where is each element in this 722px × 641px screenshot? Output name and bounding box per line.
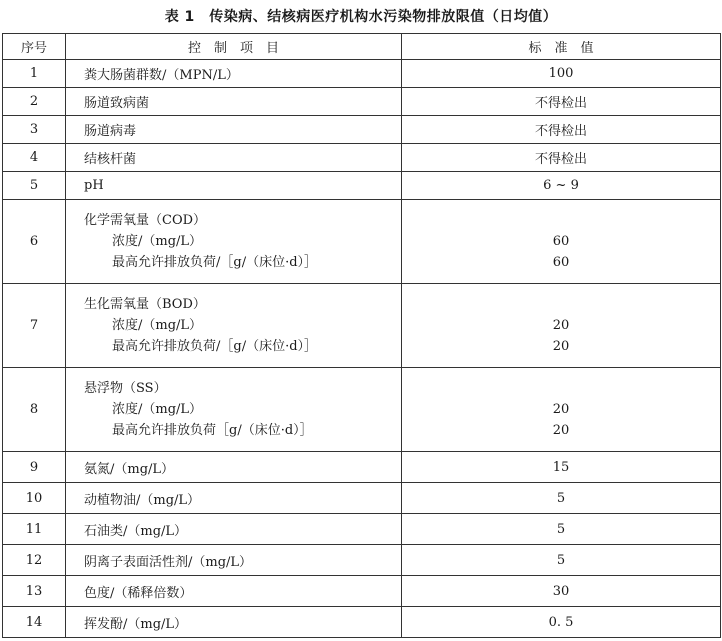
row-value-group bbox=[402, 200, 721, 284]
row-value: 20 bbox=[552, 318, 570, 333]
table-row bbox=[3, 483, 721, 514]
row-no: 11 bbox=[3, 514, 66, 545]
row-value: 5 bbox=[402, 483, 721, 514]
row-no: 8 bbox=[3, 368, 66, 452]
row-item-group bbox=[66, 284, 402, 368]
row-no: 7 bbox=[3, 284, 66, 368]
emission-limits-table bbox=[2, 33, 721, 638]
row-value: 60 bbox=[552, 255, 570, 270]
row-item-group bbox=[66, 368, 402, 452]
table-row bbox=[3, 514, 721, 545]
row-item-group bbox=[66, 200, 402, 284]
header-no: 序号 bbox=[3, 34, 66, 60]
row-value: 20 bbox=[552, 423, 570, 438]
row-item: 生化需氧量（BOD） bbox=[84, 297, 206, 312]
row-item: 石油类/（mg/L） bbox=[66, 514, 402, 545]
row-no: 10 bbox=[3, 483, 66, 514]
row-item: 肠道病毒 bbox=[66, 116, 402, 144]
row-no: 14 bbox=[3, 607, 66, 638]
row-no: 1 bbox=[3, 60, 66, 88]
header-value: 标 准 值 bbox=[402, 34, 721, 60]
table-title: 表 1 传染病、结核病医疗机构水污染物排放限值（日均值） bbox=[164, 9, 558, 25]
row-item: pH bbox=[66, 172, 402, 200]
table-row bbox=[3, 200, 721, 284]
row-no: 9 bbox=[3, 452, 66, 483]
row-sub-item: 最高允许排放负荷/［g/（床位·d）］ bbox=[112, 339, 318, 354]
row-no: 6 bbox=[3, 200, 66, 284]
row-value: 5 bbox=[402, 514, 721, 545]
row-value: 15 bbox=[402, 452, 721, 483]
row-value: 30 bbox=[402, 576, 721, 607]
row-no: 3 bbox=[3, 116, 66, 144]
row-item: 色度/（稀释倍数） bbox=[66, 576, 402, 607]
row-value: 不得检出 bbox=[402, 116, 721, 144]
table-row bbox=[3, 284, 721, 368]
row-value: 0. 5 bbox=[402, 607, 721, 638]
row-no: 13 bbox=[3, 576, 66, 607]
table-row bbox=[3, 60, 721, 88]
row-value: 6 ~ 9 bbox=[402, 172, 721, 200]
row-item: 粪大肠菌群数/（MPN/L） bbox=[66, 60, 402, 88]
row-sub-item: 最高允许排放负荷［g/（床位·d）］ bbox=[112, 423, 313, 438]
row-value: 不得检出 bbox=[402, 88, 721, 116]
row-value: 60 bbox=[552, 234, 570, 249]
row-value: 20 bbox=[552, 402, 570, 417]
row-item: 阴离子表面活性剂/（mg/L） bbox=[66, 545, 402, 576]
table-row bbox=[3, 607, 721, 638]
table-row bbox=[3, 368, 721, 452]
row-item: 动植物油/（mg/L） bbox=[66, 483, 402, 514]
row-no: 12 bbox=[3, 545, 66, 576]
row-item: 肠道致病菌 bbox=[66, 88, 402, 116]
row-value: 100 bbox=[402, 60, 721, 88]
table-row bbox=[3, 452, 721, 483]
row-sub-item: 浓度/（mg/L） bbox=[112, 402, 203, 417]
row-sub-item: 最高允许排放负荷/［g/（床位·d）］ bbox=[112, 255, 318, 270]
row-item: 氨氮/（mg/L） bbox=[66, 452, 402, 483]
row-item: 挥发酚/（mg/L） bbox=[66, 607, 402, 638]
row-no: 2 bbox=[3, 88, 66, 116]
row-item: 悬浮物（SS） bbox=[84, 381, 167, 396]
table-row bbox=[3, 576, 721, 607]
table-row bbox=[3, 172, 721, 200]
table-row bbox=[3, 116, 721, 144]
row-item: 结核杆菌 bbox=[66, 144, 402, 172]
table-row bbox=[3, 144, 721, 172]
table-row bbox=[3, 88, 721, 116]
row-no: 5 bbox=[3, 172, 66, 200]
row-sub-item: 浓度/（mg/L） bbox=[112, 318, 203, 333]
row-item: 化学需氧量（COD） bbox=[84, 213, 207, 228]
row-no: 4 bbox=[3, 144, 66, 172]
header-item: 控 制 项 目 bbox=[66, 34, 402, 60]
row-sub-item: 浓度/（mg/L） bbox=[112, 234, 203, 249]
row-value: 5 bbox=[402, 545, 721, 576]
row-value-group bbox=[402, 368, 721, 452]
table-header-row bbox=[3, 34, 721, 60]
row-value: 不得检出 bbox=[402, 144, 721, 172]
table-row bbox=[3, 545, 721, 576]
row-value-group bbox=[402, 284, 721, 368]
row-value: 20 bbox=[552, 339, 570, 354]
